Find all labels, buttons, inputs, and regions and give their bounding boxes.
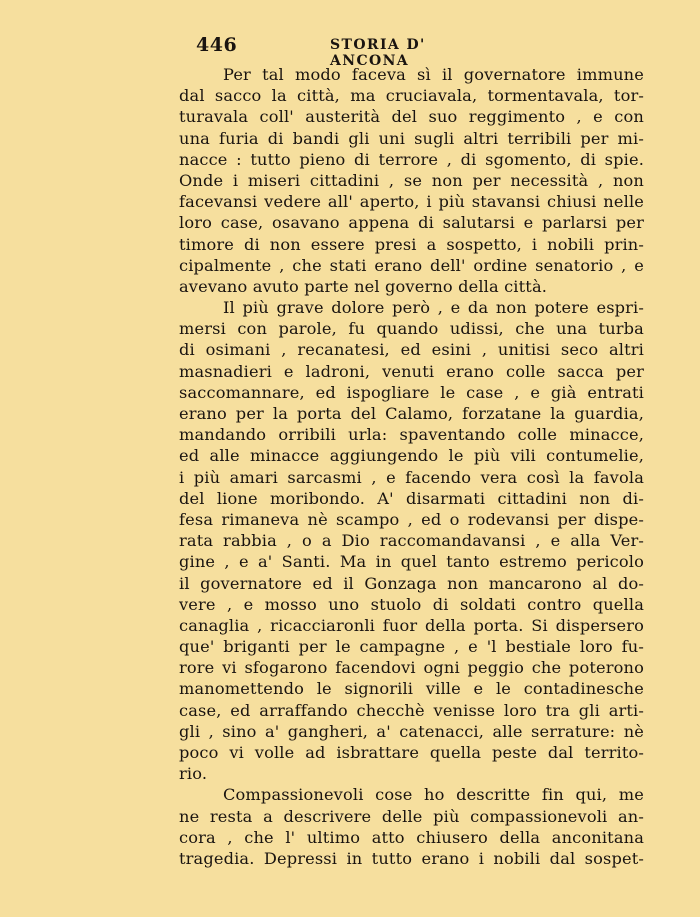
text-line: cora , che l' ultimo atto chiusero della anconitana: [179, 827, 644, 847]
body-text: [179, 64, 644, 869]
text-line: poco vi volle ad isbrattare quella peste dal territo-: [179, 743, 644, 762]
text-line: case, ed arraffando checchè venisse loro tra gli arti-: [179, 700, 644, 720]
text-line: loro case, osavano appena di salutarsi e parlarsi per: [179, 213, 644, 233]
text-line: ed alle minacce aggiungendo le più vili contumelie,: [179, 446, 644, 466]
text-line: gine , e a' Santi. Ma in quel tanto estremo pericolo: [179, 552, 644, 572]
text-line: manomettendo le signorili ville e le contadinesche: [179, 679, 644, 699]
text-line: avevano avuto parte nel governo della città.: [179, 276, 548, 296]
text-line: nacce : tutto pieno di terrore , di sgomento, di spie.: [179, 149, 644, 169]
text-line: facevansi vedere all' aperto, i più stavansi chiusi nelle: [179, 192, 644, 212]
page-header: [196, 34, 496, 69]
text-line: Per tal modo faceva sì il governatore immune: [223, 65, 644, 84]
text-line: gli , sino a' gangheri, a' catenacci, alle serrature: nè: [179, 721, 644, 741]
text-line: que' briganti per le campagne , e 'l bestiale loro fu-: [179, 637, 644, 657]
text-line: tragedia. Depressi in tutto erano i nobili dal sospet-: [179, 848, 644, 868]
text-line: una furia di bandi gli uni sugli altri terribili per mi-: [179, 128, 644, 148]
text-line: Onde i miseri cittadini , se non per necessità , non: [179, 170, 644, 190]
running-title: STORIA D' ANCONA: [330, 37, 426, 69]
text-line: rata rabbia , o a Dio raccomandavansi , e alla Ver-: [179, 531, 644, 551]
text-line: ne resta a descrivere delle più compassionevoli an-: [179, 806, 644, 826]
text-line: mersi con parole, fu quando udissi, che una turba: [179, 319, 644, 339]
text-line: erano per la porta del Calamo, forzatane la guardia,: [179, 404, 644, 423]
text-line: masnadieri e ladroni, venuti erano colle sacca per: [179, 361, 644, 381]
text-line: Il più grave dolore però , e da non potere espri-: [223, 298, 644, 318]
page-number: 446: [196, 34, 238, 56]
text-line: di osimani , recanatesi, ed esini , unitisi seco altri: [179, 340, 644, 360]
text-line: mandando orribili urla: spaventando colle minacce,: [179, 425, 644, 445]
text-line: rio.: [179, 764, 208, 784]
text-line: cipalmente , che stati erano dell' ordine senatorio , e: [179, 255, 644, 275]
text-line: fesa rimaneva nè scampo , ed o rodevansi per dispe-: [179, 509, 644, 529]
text-line: dal sacco la città, ma cruciavala, tormentavala, tor-: [179, 86, 644, 106]
text-line: turavala coll' austerità del suo reggimento , e con: [179, 107, 644, 127]
text-line: del lione moribondo. A' disarmati cittadini non di-: [179, 488, 644, 508]
text-line: saccomannare, ed ispogliare le case , e già entrati: [179, 382, 644, 402]
text-line: i più amari sarcasmi , e facendo vera così la favola: [179, 467, 644, 487]
text-line: timore di non essere presi a sospetto, i nobili prin-: [179, 234, 644, 254]
text-line: Compassionevoli cose ho descritte fin qui, me: [223, 785, 644, 805]
text-line: rore vi sfogarono facendovi ogni peggio che poterono: [179, 658, 644, 678]
text-line: vere , e mosso uno stuolo di soldati contro quella: [179, 594, 644, 614]
text-line: canaglia , ricacciaronli fuor della porta. Si dispersero: [179, 615, 644, 635]
text-line: il governatore ed il Gonzaga non mancarono al do-: [179, 573, 644, 593]
